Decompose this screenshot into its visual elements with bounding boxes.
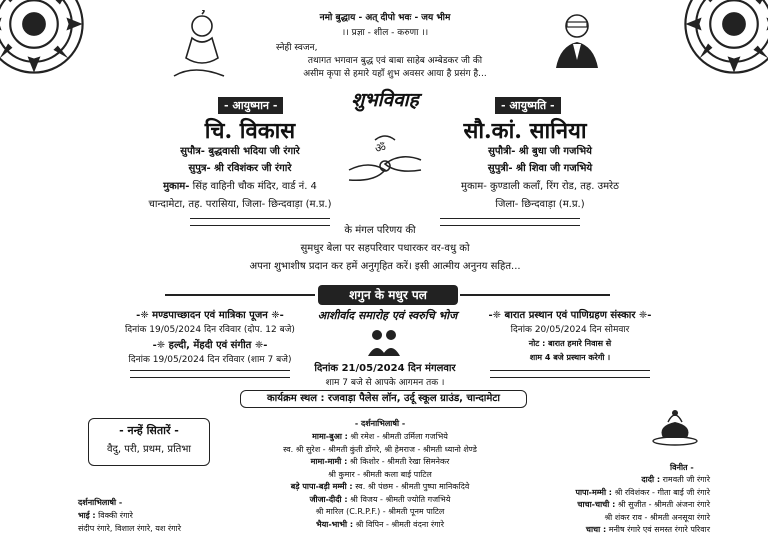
- header-line-1: नमो बुद्धाय - अत् दीपो भवः - जय भीम: [319, 13, 451, 23]
- groom-badge: - आयुष्मान -: [218, 97, 283, 114]
- event-2-title: -❈ हल्दी, मेंहदी एवं संगीत ❈-: [152, 340, 268, 351]
- list-item: [530, 487, 710, 500]
- list-item-label: मामा-मामी :: [310, 457, 348, 466]
- list-item: [230, 494, 530, 507]
- header-line-2: ।। प्रज्ञा - शील - करुणा ।।: [341, 28, 429, 38]
- ambedkar-icon: [552, 10, 602, 70]
- ornament-divider: [490, 370, 650, 378]
- event-3-title: आशीर्वाद समारोह एवं स्वरुचि भोज: [317, 309, 458, 322]
- bride-address-2: जिला- छिन्दवाड़ा (म.प्र.): [495, 199, 585, 210]
- groom-address-text: सिंह वाहिनी चौक मंदिर, वार्ड नं. 4: [192, 181, 317, 192]
- list-item-text: श्री मारिल (C.R.P.F.) - श्रीमती पूनम पाटिल: [315, 507, 445, 516]
- event-4-date: दिनांक 20/05/2024 दिन सोमवार: [510, 325, 630, 335]
- ornament-divider: [130, 370, 290, 378]
- center-list-title: - दर्शनाभिलाषी -: [354, 419, 406, 428]
- bride-name: सौ.कां. सानिया: [463, 118, 587, 144]
- list-item-text: रामवती जी रंगारे: [662, 475, 710, 484]
- left-list-label: भाई :: [78, 511, 96, 520]
- list-item-label: जीजा-दीदी :: [309, 494, 348, 504]
- invite-line-1: के मंगल परिणय की: [344, 225, 416, 236]
- left-list-line-2: संदीप रंगारे, विशाल रंगारे, यश रंगारे: [78, 524, 181, 533]
- list-item: [230, 519, 530, 532]
- groom-line-2: सुपुत्र- श्री रविशंकर जी रंगारे: [188, 163, 292, 174]
- list-item: [230, 431, 530, 444]
- list-item-text: श्री रविशंकर - गीता बाई जी रंगारे: [614, 487, 710, 497]
- bride-line-1: सुपौत्री- श्री बुधा जी गजभिये: [488, 146, 592, 157]
- groom-line-1: सुपौत्र- बुद्धवासी भदिया जी रंगारे: [180, 146, 300, 157]
- list-item: [530, 499, 710, 512]
- invite-line-3: अपना शुभाशीष प्रदान कर हमें अनुगृहित करें। इसी आत्मीय अनुनय सहित...: [249, 261, 521, 272]
- list-item-label: दादी :: [641, 475, 661, 484]
- kids-title: - नन्हें सितारें -: [119, 424, 179, 437]
- event-4-note-2: शाम 4 बजे प्रस्थान करेगी ।: [529, 353, 611, 362]
- bride-address-1: मुकाम- कुण्डाली कलॉं, रिंग रोड, तह. उमरेठ: [461, 181, 619, 192]
- list-item-text: श्री शंकर राव - श्रीमती अनसूया रंगारे: [604, 512, 710, 522]
- event-3-date: दिनांक 21/05/2024 दिन मंगलवार: [314, 363, 456, 374]
- list-item: [230, 469, 530, 482]
- list-item: [530, 474, 710, 487]
- event-1-title: -❈ मण्डपाच्छादन एवं मात्रिका पूजन ❈-: [136, 310, 284, 321]
- list-item-label: पापा-मम्मी :: [575, 487, 613, 497]
- event-2-date: दिनांक 19/05/2024 दिन रविवार (शाम 7 बजे): [128, 355, 292, 365]
- list-item-label: चाचा :: [585, 525, 607, 534]
- list-item: [230, 506, 530, 519]
- header-line-5: असीम कृपा से हमारे यहाँ शुभ अवसर आया है प्रसंग है...: [303, 69, 487, 79]
- ornament-divider: [440, 218, 580, 226]
- list-item-label: मामा-बुआ :: [312, 432, 348, 441]
- center-list: [230, 431, 530, 531]
- events-banner: शगुन के मधुर पल: [318, 285, 458, 305]
- list-item: [230, 444, 530, 457]
- list-item-text: श्री विजय - श्रीमती ज्योति गजभिये: [350, 494, 451, 504]
- banner-rule: [460, 294, 610, 296]
- event-3-time: शाम 7 बजे से आपके आगमन तक ।: [325, 378, 445, 388]
- list-item-text: स्व. श्री पंछम - श्रीमती पुष्पा मानिकदिवे: [355, 482, 470, 491]
- list-item-label: चाचा-चाची :: [577, 500, 616, 509]
- couple-icon: [362, 326, 406, 356]
- right-list-title: विनीत -: [670, 463, 694, 472]
- mandala-icon: [0, 0, 88, 78]
- kids-names: वैदु, परी, प्रथम, प्रतिभा: [107, 444, 191, 455]
- svg-text:ॐ: ॐ: [375, 141, 386, 155]
- list-item-label: बड़े पापा-बड़ी मम्मी :: [290, 482, 353, 491]
- venue: कार्यक्रम स्थल : रजवाड़ा पैलेस लॉन, उर्दू स्कूल ग्राउंड, चान्दामेटा: [240, 390, 527, 408]
- event-4-note-1: नोट : बारात हमारे निवास से: [528, 339, 612, 348]
- list-item-label: भैया-भाभी :: [316, 519, 354, 529]
- invite-line-2: सुमधुर बेला पर सहपरिवार पधारकर वर-वधु को: [300, 243, 470, 254]
- kalash-icon: [650, 408, 700, 446]
- list-item-text: श्री किशोर - श्रीमती रेखा सिमनेकर: [349, 457, 450, 466]
- list-item-text: श्री सुजीत - श्रीमती अंजना रंगारे: [617, 500, 710, 509]
- list-item-text: स्व. श्री सुरेश - श्रीमती कुंती डोंगरे, श्री हेमराज - श्रीमती ध्यानो शेण्डे: [283, 444, 477, 454]
- buddha-icon: [170, 10, 230, 82]
- list-item: [530, 512, 710, 525]
- groom-address-2: चान्दामेटा, तह. परासिया, जिला- छिन्दवाड़ा (म.प्र.): [148, 199, 332, 210]
- mandala-icon: [680, 0, 768, 78]
- header-line-4: तथागत भगवान बुद्ध एवं बाबा साहेब अम्बेडकर जी की: [307, 56, 483, 66]
- list-item: [230, 456, 530, 469]
- wedding-title: शुभविवाह: [351, 89, 419, 111]
- banner-rule: [165, 294, 315, 296]
- kids-box: [88, 418, 210, 466]
- list-item-text: श्री विपिन - श्रीमती वंदना रंगारे: [355, 519, 444, 529]
- list-item-text: श्री कुमार - श्रीमती कला बाई पाटिल: [328, 469, 432, 479]
- event-1-date: दिनांक 19/05/2024 दिन रविवार (दोप. 12 बजे): [125, 325, 295, 335]
- left-list-line-1: [78, 510, 133, 521]
- list-item-text: श्री रमेश - श्रीमती उर्मिला गजभिये: [350, 432, 448, 441]
- groom-address-label: मुकाम-: [163, 181, 190, 192]
- list-item: [530, 524, 710, 537]
- list-item-text: मनीष रंगारे एवं समस्त रंगारे परिवार: [608, 525, 710, 534]
- right-list: [530, 474, 710, 537]
- left-list-title: दर्शनाभिलाषी -: [78, 498, 123, 507]
- bride-line-2: सुपुत्री- श्री शिवा जी गजभिये: [487, 163, 593, 174]
- groom-address-1: [120, 178, 360, 192]
- list-item: [230, 481, 530, 494]
- groom-name: चि. विकास: [204, 118, 296, 144]
- header-greeting: स्नेही स्वजन,: [276, 43, 318, 53]
- bride-badge: - आयुष्मति -: [495, 97, 561, 114]
- left-list-text: विक्की रंगारे: [98, 511, 133, 520]
- event-4-title: -❈ बारात प्रस्थान एवं पाणिग्रहण संस्कार ❈-: [488, 310, 652, 321]
